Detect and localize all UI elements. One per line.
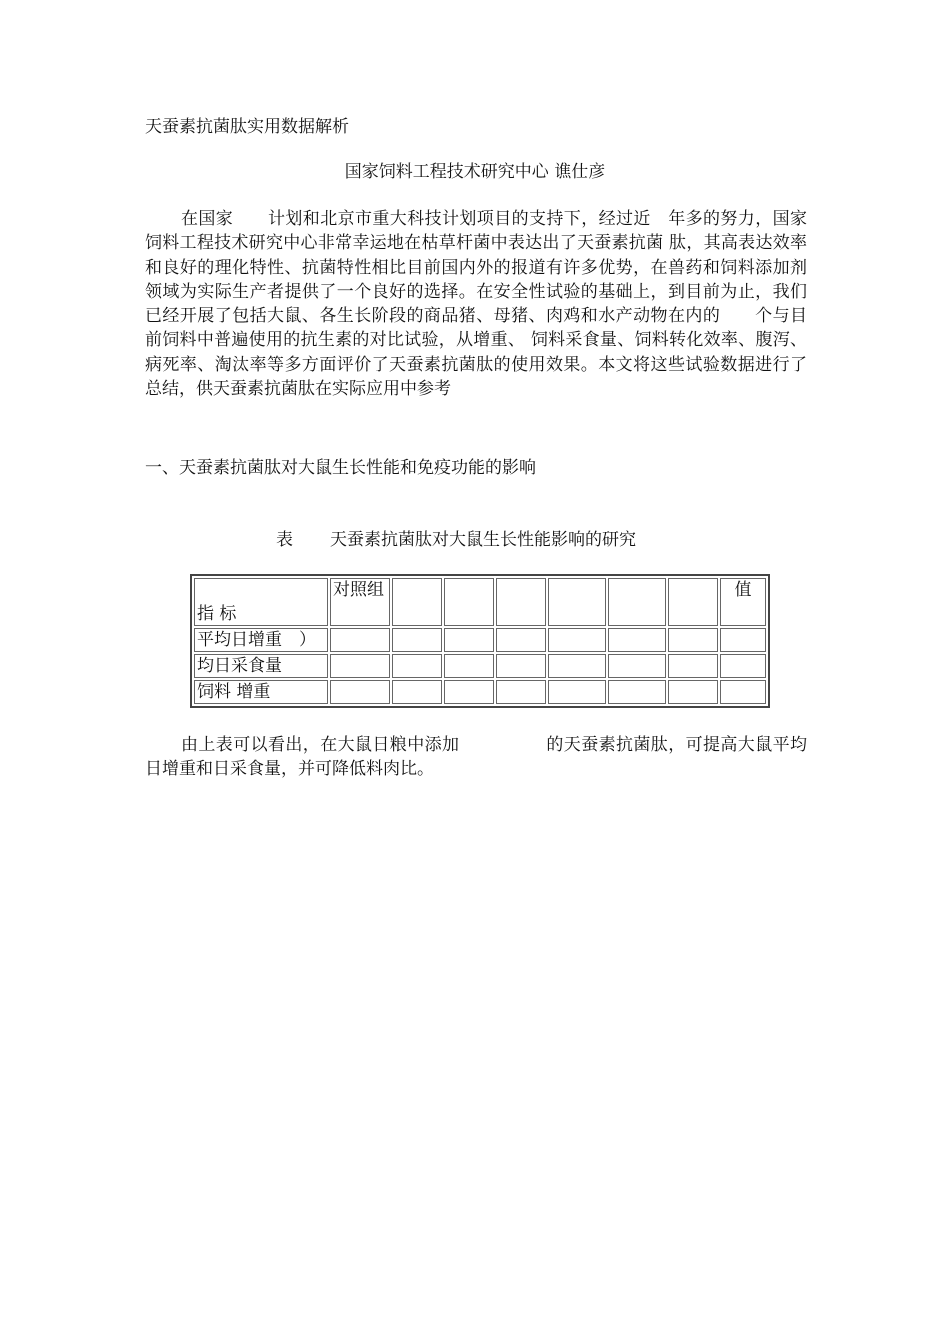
table-cell [548, 680, 606, 704]
header-value: 值 [720, 578, 766, 626]
table-caption [276, 528, 636, 552]
table-cell [496, 654, 546, 678]
document-title: 天蚕素抗菌肽实用数据解析 [145, 117, 349, 137]
table-cell [496, 680, 546, 704]
table-cell [668, 654, 718, 678]
table-caption-label: 表 [276, 530, 293, 550]
table-cell [720, 628, 766, 652]
table-cell [608, 654, 666, 678]
table-cell [496, 628, 546, 652]
table-cell [392, 680, 442, 704]
table-cell [548, 654, 606, 678]
header-cell [668, 578, 718, 626]
header-indicator: 指 标 [194, 578, 328, 626]
row-label: 平均日增重 ） [194, 628, 328, 652]
table-row [194, 628, 766, 652]
table-cell [444, 654, 494, 678]
header-cell [444, 578, 494, 626]
author-line: 国家饲料工程技术研究中心 谯仕彦 [344, 162, 606, 182]
table-cell [444, 680, 494, 704]
table-cell [608, 628, 666, 652]
table-cell [330, 680, 390, 704]
table-header-row [194, 578, 766, 626]
table-caption-text: 天蚕素抗菌肽对大鼠生长性能影响的研究 [330, 530, 636, 550]
header-cell [496, 578, 546, 626]
header-cell [548, 578, 606, 626]
row-label: 均日采食量 [194, 654, 328, 678]
header-cell [392, 578, 442, 626]
table-cell [720, 680, 766, 704]
table-cell [608, 680, 666, 704]
table-cell [392, 654, 442, 678]
table-cell [330, 628, 390, 652]
table-cell [720, 654, 766, 678]
table-cell [330, 654, 390, 678]
section-heading: 一、天蚕素抗菌肽对大鼠生长性能和免疫功能的影响 [145, 458, 536, 478]
intro-paragraph: 在国家 计划和北京市重大科技计划项目的支持下，经过近 年多的努力，国家饲料工程技术研究中心非常幸运地在枯草杆菌中表达出了天蚕素抗菌 肽，其高表达效率和良好的理化特性、抗菌特性相比目前国内外的报道有许多优势，在兽药和饲料添加剂领域为实际生产者提供了一个良好的选择。在安全性试验的基础上，到目前为止，我们已经开展了包括大鼠、各生长阶段的商品猪、母猪、肉鸡和水产动物在内的 个与目前饲料中普遍使用的抗生素的对比试验，从增重、 饲料采食量、饲料转化效率、腹泻、病死率、淘汰率等多方面评价了天蚕素抗菌肽的使用效果。本文将这些试验数据进行了总结，供天蚕素抗菌肽在实际应用中参考 [145, 209, 807, 400]
table-cell [444, 628, 494, 652]
header-control-group: 对照组 [330, 578, 390, 626]
data-table [190, 574, 770, 708]
conclusion-paragraph: 由上表可以看出，在大鼠日粮中添加 的天蚕素抗菌肽，可提高大鼠平均日增重和日采食量，并可降低料肉比。 [145, 735, 807, 780]
table-row [194, 680, 766, 704]
table-row [194, 654, 766, 678]
table-cell [392, 628, 442, 652]
header-cell [608, 578, 666, 626]
table-body [194, 628, 766, 704]
table-cell [548, 628, 606, 652]
table-header [194, 578, 766, 626]
row-label: 饲料 增重 [194, 680, 328, 704]
table-cell [668, 628, 718, 652]
table-cell [668, 680, 718, 704]
